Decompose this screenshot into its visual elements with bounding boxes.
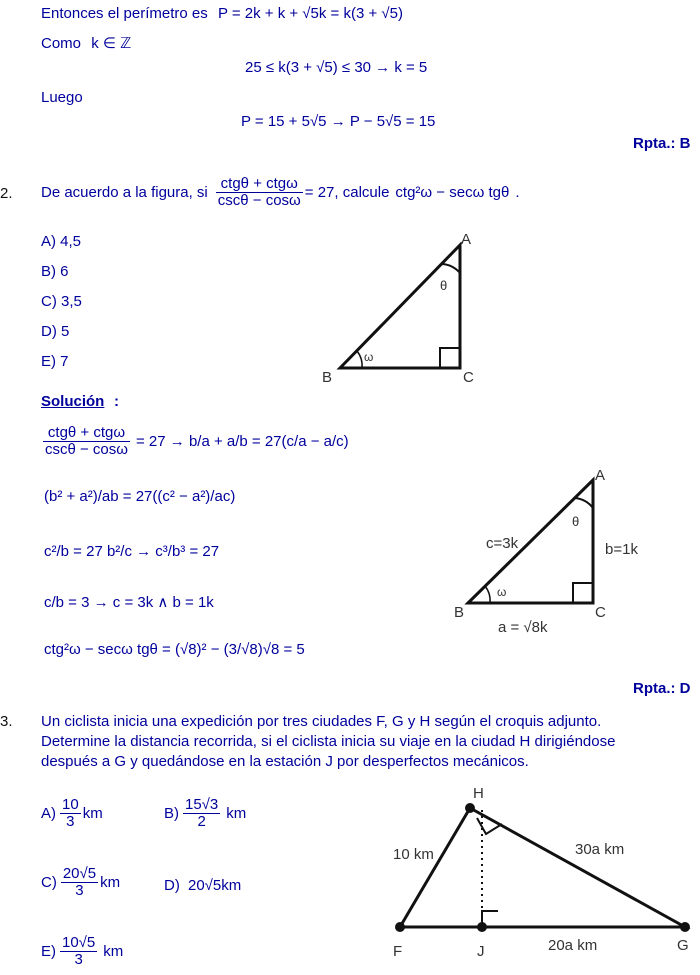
- option-e-label: E): [41, 943, 56, 960]
- problem2-target: ctg²ω − secω tgθ: [395, 184, 510, 201]
- option-a-label: A): [41, 805, 56, 822]
- solution-theta-label: θ: [572, 514, 580, 529]
- side-jg-label: 20a km: [548, 937, 598, 954]
- triangle-shape: [340, 245, 460, 368]
- solution-condition-fraction: [43, 425, 130, 458]
- city-g-label: G: [677, 937, 689, 954]
- option-e-denominator: 3: [74, 951, 83, 968]
- option-b-unit: km: [226, 805, 247, 822]
- fraction-denominator: cscθ − cosω: [217, 192, 301, 209]
- solution-line-1-rest: = 27 → b/a + a/b = 27(c/a − a/c): [136, 433, 349, 450]
- city-h-dot: [465, 803, 475, 813]
- problem2-number: 2.: [0, 185, 13, 202]
- option-a-unit: km: [82, 805, 103, 822]
- problem2-option-d: D) 5: [41, 323, 70, 340]
- right-angle-mark: [440, 348, 460, 368]
- theta-arc: [442, 264, 460, 273]
- option-c-fraction: [61, 866, 98, 899]
- city-f-label: F: [393, 943, 403, 960]
- station-j-label: J: [477, 943, 485, 960]
- solution-line-4: c/b = 3 → c = 3k ∧ b = 1k: [44, 594, 214, 611]
- vertex-c-label: C: [463, 369, 474, 386]
- solution-line-2: (b² + a²)/ab = 27((c² − a²)/ac): [44, 488, 236, 505]
- problem3-number: 3.: [0, 713, 13, 730]
- problem2-option-b: B) 6: [41, 263, 69, 280]
- option-e-fraction: [60, 935, 97, 968]
- station-j-dot: [477, 922, 487, 932]
- theta-label: θ: [440, 278, 448, 293]
- problem2-triangle-figure: [320, 225, 490, 390]
- route-triangle: [400, 808, 685, 927]
- option-b-numerator: 15√3: [185, 796, 219, 813]
- side-b-label: b=1k: [605, 541, 638, 558]
- problem3-option-c: [41, 866, 120, 899]
- solution-label: Solución: [41, 393, 105, 410]
- option-c-denominator: 3: [75, 882, 84, 899]
- solution-fraction-numerator: ctgθ + ctgω: [43, 425, 130, 442]
- inequality-formula: 25 ≤ k(3 + √5) ≤ 30 → k = 5: [245, 59, 428, 76]
- option-d-value: 20√5km: [188, 877, 242, 894]
- side-fh-label: 10 km: [393, 846, 434, 863]
- luego-formula: P = 15 + 5√5 → P − 5√5 = 15: [241, 113, 436, 130]
- side-a-label: a = √8k: [498, 619, 548, 636]
- problem2-option-e: E) 7: [41, 353, 69, 370]
- solution-vertex-b-label: B: [454, 604, 465, 621]
- solution-line-5: ctg²ω − secω tgθ = (√8)² − (3/√8)√8 = 5: [44, 641, 305, 658]
- side-hg-label: 30a km: [575, 841, 625, 858]
- city-f-dot: [395, 922, 405, 932]
- option-b-label: B): [164, 805, 179, 822]
- problem3-map-figure: [385, 780, 697, 970]
- solution-triangle-figure: [440, 460, 640, 640]
- solution-colon: :: [114, 393, 119, 410]
- option-c-unit: km: [100, 874, 121, 891]
- option-a-fraction: [60, 797, 81, 830]
- option-b-denominator: 2: [197, 813, 206, 830]
- problem3-option-e: [41, 935, 123, 968]
- city-h-label: H: [473, 785, 484, 802]
- problem3-line-2: Determine la distancia recorrida, si el ciclista inicia su viaje en la ciudad H dirigiéndose: [41, 733, 616, 750]
- problem3-option-d: [164, 877, 241, 894]
- solution-line-1: [41, 425, 349, 458]
- option-b-fraction: [183, 797, 220, 830]
- solution-omega-label: ω: [497, 585, 507, 599]
- problem2-option-a: A) 4,5: [41, 233, 82, 250]
- solution-right-angle-mark: [573, 583, 593, 603]
- solution-fraction-denominator: cscθ − cosω: [45, 441, 128, 458]
- problem2-statement: [41, 176, 519, 209]
- side-c-label: c=3k: [486, 535, 519, 552]
- problem3-option-a: [41, 797, 103, 830]
- solution-omega-arc: [485, 586, 490, 603]
- como-line: [41, 34, 131, 52]
- solution-vertex-a-label: A: [595, 467, 606, 484]
- option-d-label: D): [164, 877, 180, 894]
- problem3-line-3: después a G y quedándose en la estación J por desperfectos mecánicos.: [41, 753, 529, 770]
- problem3-option-b: [164, 797, 246, 830]
- como-label: Como: [41, 35, 82, 52]
- perimeter-line: [41, 5, 403, 22]
- vertex-b-label: B: [322, 369, 333, 386]
- omega-arc: [357, 351, 362, 368]
- como-formula: k ∈ ℤ: [91, 35, 132, 52]
- vertex-a-label: A: [461, 231, 472, 248]
- fraction-numerator: ctgθ + ctgω: [216, 176, 303, 193]
- option-a-numerator: 10: [62, 796, 79, 813]
- problem2-period: .: [515, 184, 520, 201]
- problem2-option-c: C) 3,5: [41, 293, 82, 310]
- option-e-unit: km: [103, 943, 124, 960]
- problem3-line-1: Un ciclista inicia una expedición por tres ciudades F, G y H según el croquis adjunto.: [41, 713, 602, 730]
- city-g-dot: [680, 922, 690, 932]
- luego-label: Luego: [41, 89, 83, 106]
- solution-theta-arc: [575, 498, 593, 508]
- solution-line-3: c²/b = 27 b²/c → c³/b³ = 27: [44, 543, 220, 560]
- option-a-denominator: 3: [66, 813, 75, 830]
- problem2-condition-fraction: [216, 176, 303, 209]
- option-c-numerator: 20√5: [62, 865, 97, 882]
- option-c-label: C): [41, 874, 57, 891]
- option-e-numerator: 10√5: [62, 934, 96, 951]
- problem2-statement-a: De acuerdo a la figura, si: [41, 184, 208, 201]
- omega-label: ω: [364, 350, 374, 364]
- solution-heading: [41, 393, 104, 410]
- problem2-statement-b: , calcule: [334, 184, 390, 201]
- problem2-equals: = 27: [304, 184, 335, 201]
- answer-problem2: Rpta.: D: [633, 680, 691, 697]
- answer-part1: Rpta.: B: [633, 135, 691, 152]
- solution-vertex-c-label: C: [595, 604, 606, 621]
- perimeter-intro: Entonces el perímetro es: [41, 5, 208, 22]
- perimeter-formula: P = 2k + k + √5k = k(3 + √5): [217, 5, 403, 22]
